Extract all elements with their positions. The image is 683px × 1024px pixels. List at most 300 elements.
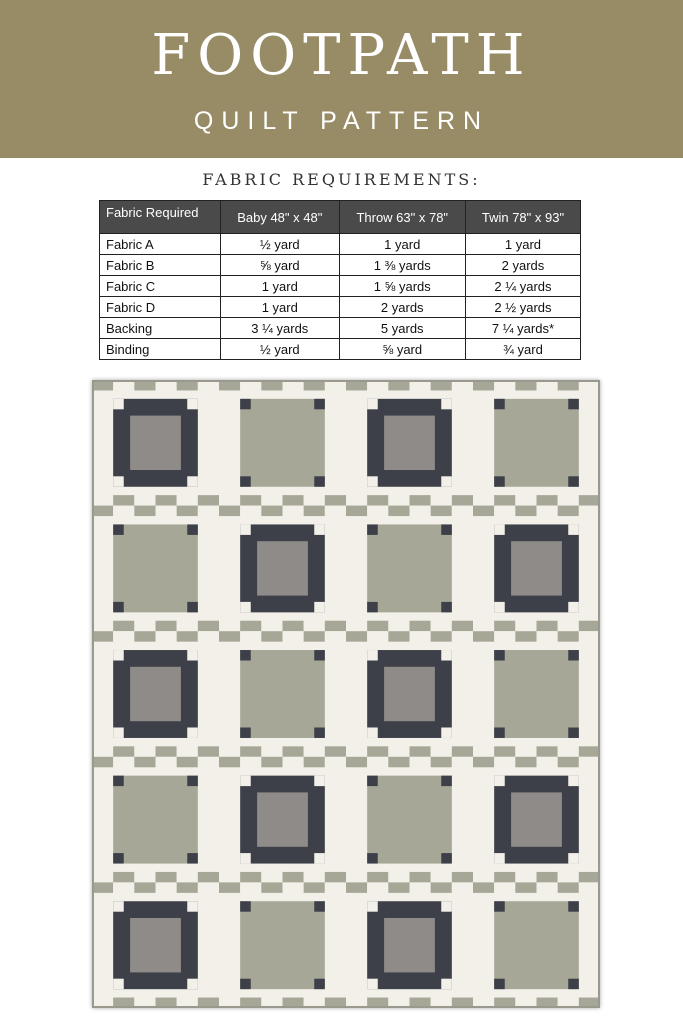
quilt-patch [240,506,261,516]
quilt-patch [494,506,515,516]
column-header: Throw 63" x 78" [339,201,465,234]
quilt-patch [261,621,282,631]
quilt-patch [494,476,505,486]
quilt-patch [198,495,219,505]
quilt-patch [314,727,325,737]
quilt-patch [388,631,409,641]
quilt-patch [452,506,473,516]
quilt-patch [134,872,155,882]
quilt-patch [384,541,435,595]
quilt-patch [156,746,177,756]
table-cell: Fabric D [100,297,221,318]
table-row [100,297,581,318]
quilt-patch [511,792,562,846]
quilt-patch [325,757,346,767]
quilt-patch [325,506,346,516]
quilt-patch [283,506,304,516]
table-cell: 2 ½ yards [465,297,580,318]
quilt-patch [314,650,325,660]
quilt-patch [511,667,562,721]
table-cell: 3 ¼ yards [221,318,340,339]
quilt-patch [92,631,113,641]
quilt-patch [579,746,600,756]
quilt-patch [515,882,536,892]
quilt-patch [240,476,251,486]
quilt-patch [511,541,562,595]
quilt-patch [130,667,181,721]
quilt-patch [113,631,134,641]
quilt-patch [441,727,452,737]
quilt-patch [198,631,219,641]
quilt-patch [367,901,378,911]
quilt-patch [219,506,240,516]
quilt-patch [410,506,431,516]
quilt-patch [431,495,452,505]
table-cell: 2 yards [339,297,465,318]
quilt-patch [219,631,240,641]
quilt-patch [198,882,219,892]
pattern-subtitle: QUILT PATTERN [193,107,490,135]
quilt-patch [134,882,155,892]
quilt-patch [219,757,240,767]
table-row [100,255,581,276]
quilt-patch [515,746,536,756]
quilt-patch [130,416,181,470]
quilt-patch [431,872,452,882]
quilt-patch [304,882,325,892]
quilt-patch [388,495,409,505]
quilt-patch [240,776,251,786]
quilt-patch [494,901,505,911]
quilt-patch [261,746,282,756]
quilt-patch [511,918,562,972]
quilt-patch [388,621,409,631]
quilt-patch [198,621,219,631]
quilt-patch [494,727,505,737]
requirements-heading: FABRIC REQUIREMENTS: [202,170,481,189]
quilt-patch [367,621,388,631]
quilt-patch [384,792,435,846]
quilt-patch [537,746,558,756]
table-cell: 1 yard [339,234,465,255]
quilt-patch [511,416,562,470]
table-cell: 7 ¼ yards* [465,318,580,339]
quilt-patch [452,631,473,641]
quilt-patch [314,524,325,534]
quilt-patch [367,776,378,786]
quilt-patch [257,667,308,721]
quilt-patch [130,541,181,595]
quilt-patch [388,872,409,882]
quilt-patch [568,776,579,786]
column-header: Twin 78" x 93" [465,201,580,234]
quilt-patch [283,746,304,756]
quilt-patch [130,918,181,972]
quilt-patch [283,621,304,631]
quilt-patch [261,882,282,892]
quilt-patch [494,882,515,892]
quilt-patch [177,506,198,516]
quilt-patch [113,495,134,505]
quilt-patch [384,667,435,721]
quilt-patch [113,621,134,631]
quilt-patch [473,746,494,756]
quilt-patch [304,495,325,505]
quilt-patch [431,882,452,892]
quilt-patch [177,757,198,767]
quilt-patch [314,399,325,409]
quilt-patch [304,746,325,756]
quilt-patch [384,416,435,470]
quilt-patch [346,621,367,631]
quilt-patch [113,853,124,863]
quilt-patch [240,746,261,756]
quilt-patch [198,506,219,516]
quilt-patch [346,495,367,505]
quilt-patch [346,882,367,892]
quilt-patch [494,776,505,786]
quilt-patch [494,872,515,882]
quilt-patch [257,792,308,846]
quilt-patch [261,495,282,505]
quilt-patch [410,495,431,505]
quilt-patch [494,650,505,660]
table-row [100,318,581,339]
quilt-patch [283,757,304,767]
quilt-patch [198,757,219,767]
quilt-patch [187,727,198,737]
quilt-patch [367,506,388,516]
quilt-patch [558,882,579,892]
quilt-patch [156,631,177,641]
quilt-patch [325,495,346,505]
quilt-patch [367,853,378,863]
quilt-patch [537,872,558,882]
quilt-patch [177,621,198,631]
table-cell: Fabric A [100,234,221,255]
quilt-patch [367,979,378,989]
column-header: Fabric Required [100,201,221,234]
quilt-patch [113,399,124,409]
quilt-patch [367,476,378,486]
quilt-patch [388,746,409,756]
quilt-patch [240,621,261,631]
quilt-patch [579,757,600,767]
quilt-patch [537,506,558,516]
quilt-patch [314,901,325,911]
quilt-patch [219,882,240,892]
quilt-patch [240,757,261,767]
table-row [100,276,581,297]
quilt-patch [113,524,124,534]
table-cell: ½ yard [221,339,340,360]
quilt-patch [494,524,505,534]
quilt-patch [113,602,124,612]
quilt-patch [452,882,473,892]
quilt-patch [452,621,473,631]
quilt-patch [92,872,113,882]
table-cell: Fabric C [100,276,221,297]
quilt-patch [304,757,325,767]
quilt-patch [240,524,251,534]
quilt-patch [558,631,579,641]
quilt-patch [113,506,134,516]
quilt-patch [240,882,261,892]
quilt-patch [156,495,177,505]
table-cell: 1 yard [221,276,340,297]
quilt-patch [240,399,251,409]
quilt-patch [346,631,367,641]
quilt-patch [452,746,473,756]
quilt-patch [156,621,177,631]
quilt-patch [473,621,494,631]
quilt-patch [346,757,367,767]
quilt-patch [410,872,431,882]
quilt-patch [452,872,473,882]
quilt-patch [515,495,536,505]
quilt-patch [568,901,579,911]
quilt-patch [494,399,505,409]
quilt-patch [367,757,388,767]
quilt-patch [283,631,304,641]
quilt-patch [579,631,600,641]
quilt-patch [367,872,388,882]
quilt-patch [177,746,198,756]
quilt-patch [261,631,282,641]
quilt-photo [92,380,600,1008]
quilt-patch [431,506,452,516]
quilt-patch [473,872,494,882]
table-cell: 1 ⅜ yards [339,255,465,276]
quilt-patch [568,476,579,486]
column-header: Baby 48" x 48" [221,201,340,234]
table-cell: 2 yards [465,255,580,276]
quilt-patch [494,631,515,641]
quilt-patch [431,757,452,767]
quilt-patch [494,853,505,863]
quilt-patch [314,602,325,612]
table-row [100,234,581,255]
quilt-patch [473,882,494,892]
quilt-patch [367,746,388,756]
quilt-patch [113,650,124,660]
quilt-patch [240,631,261,641]
quilt-patch [515,872,536,882]
quilt-patch [304,621,325,631]
quilt-patch [198,872,219,882]
quilt-patch [431,621,452,631]
quilt-patch [304,872,325,882]
quilt-patch [240,853,251,863]
quilt-patch [558,495,579,505]
quilt-patch [367,524,378,534]
quilt-patch [494,979,505,989]
quilt-patch [579,882,600,892]
quilt-patch [346,872,367,882]
quilt-patch [113,776,124,786]
quilt-patch [494,746,515,756]
quilt-patch [410,631,431,641]
quilt-patch [304,506,325,516]
quilt-patch [219,621,240,631]
quilt-patch [325,746,346,756]
table-cell: 1 yard [465,234,580,255]
quilt-patch [156,882,177,892]
quilt-patch [219,746,240,756]
quilt-patch [568,650,579,660]
quilt-patch [113,757,134,767]
quilt-patch [367,650,378,660]
quilt-patch [187,602,198,612]
table-cell: ⅝ yard [221,255,340,276]
quilt-patch [558,757,579,767]
quilt-patch [558,746,579,756]
quilt-patch [113,979,124,989]
quilt-patch [283,882,304,892]
quilt-patch [261,872,282,882]
quilt-patch [92,621,113,631]
quilt-patch [177,882,198,892]
table-cell: ⅝ yard [339,339,465,360]
quilt-patch [441,524,452,534]
quilt-patch [187,476,198,486]
quilt-patch [452,757,473,767]
table-cell: ¾ yard [465,339,580,360]
quilt-patch [134,506,155,516]
quilt-patch [384,918,435,972]
quilt-patch [240,979,251,989]
quilt-patch [314,476,325,486]
quilt-patch [568,853,579,863]
quilt-patch [187,650,198,660]
table-cell: Backing [100,318,221,339]
quilt-patch [240,901,251,911]
quilt-patch [240,872,261,882]
quilt-patch [134,757,155,767]
table-cell: 5 yards [339,318,465,339]
quilt-patch [283,872,304,882]
quilt-patch [515,631,536,641]
quilt-patch [240,495,261,505]
quilt-patch [113,727,124,737]
quilt-patch [92,506,113,516]
quilt-patch [410,757,431,767]
quilt-patch [187,853,198,863]
quilt-patch [134,495,155,505]
quilt-patch [346,746,367,756]
quilt-patch [494,602,505,612]
quilt-patch [441,979,452,989]
quilt-patch [537,495,558,505]
quilt-patch [515,621,536,631]
quilt-patch [113,901,124,911]
table-cell: Fabric B [100,255,221,276]
fabric-requirements-table [99,200,581,360]
quilt-patch [240,727,251,737]
quilt-patch [441,776,452,786]
quilt-patch [388,882,409,892]
quilt-patch [537,757,558,767]
quilt-patch [441,476,452,486]
quilt-patch [431,631,452,641]
quilt-patch [494,621,515,631]
quilt-patch [219,495,240,505]
quilt-patch [441,399,452,409]
quilt-patch [113,882,134,892]
quilt-patch [568,979,579,989]
quilt-patch [314,979,325,989]
quilt-patch [325,882,346,892]
quilt-patch [130,792,181,846]
quilt-patch [367,602,378,612]
quilt-patch [579,872,600,882]
quilt-patch [187,979,198,989]
quilt-patch [240,602,251,612]
quilt-patch [187,399,198,409]
quilt-patch [92,746,113,756]
quilt-patch [515,757,536,767]
quilt-patch [134,631,155,641]
quilt-patch [187,901,198,911]
header-banner [0,0,683,158]
quilt-patch [537,621,558,631]
quilt-patch [156,757,177,767]
quilt-patch [494,757,515,767]
quilt-patch [219,872,240,882]
table-cell: ½ yard [221,234,340,255]
quilt-patch [198,746,219,756]
quilt-patch [92,757,113,767]
table-header-row [100,201,581,234]
quilt-patch [558,506,579,516]
quilt-patch [441,650,452,660]
quilt-patch [537,882,558,892]
quilt-patch [325,621,346,631]
quilt-patch [113,872,134,882]
table-cell: 1 ⅝ yards [339,276,465,297]
quilt-patch [113,476,124,486]
quilt-patch [134,621,155,631]
quilt-patch [410,621,431,631]
quilt-patch [473,506,494,516]
quilt-patch [579,495,600,505]
quilt-patch [473,495,494,505]
quilt-patch [558,872,579,882]
quilt-patch [441,853,452,863]
quilt-patch [579,506,600,516]
quilt-patch [388,757,409,767]
quilt-patch [452,495,473,505]
quilt-patch [367,495,388,505]
quilt-patch [177,872,198,882]
quilt-patch [367,727,378,737]
quilt-patch [187,524,198,534]
quilt-patch [177,495,198,505]
quilt-patch [568,524,579,534]
quilt-patch [283,495,304,505]
quilt-illustration [92,380,600,1008]
quilt-patch [410,882,431,892]
quilt-patch [113,746,134,756]
quilt-patch [261,506,282,516]
quilt-patch [325,631,346,641]
quilt-patch [156,872,177,882]
quilt-patch [134,746,155,756]
table-cell: 2 ¼ yards [465,276,580,297]
quilt-patch [473,757,494,767]
quilt-patch [187,776,198,786]
quilt-patch [431,746,452,756]
